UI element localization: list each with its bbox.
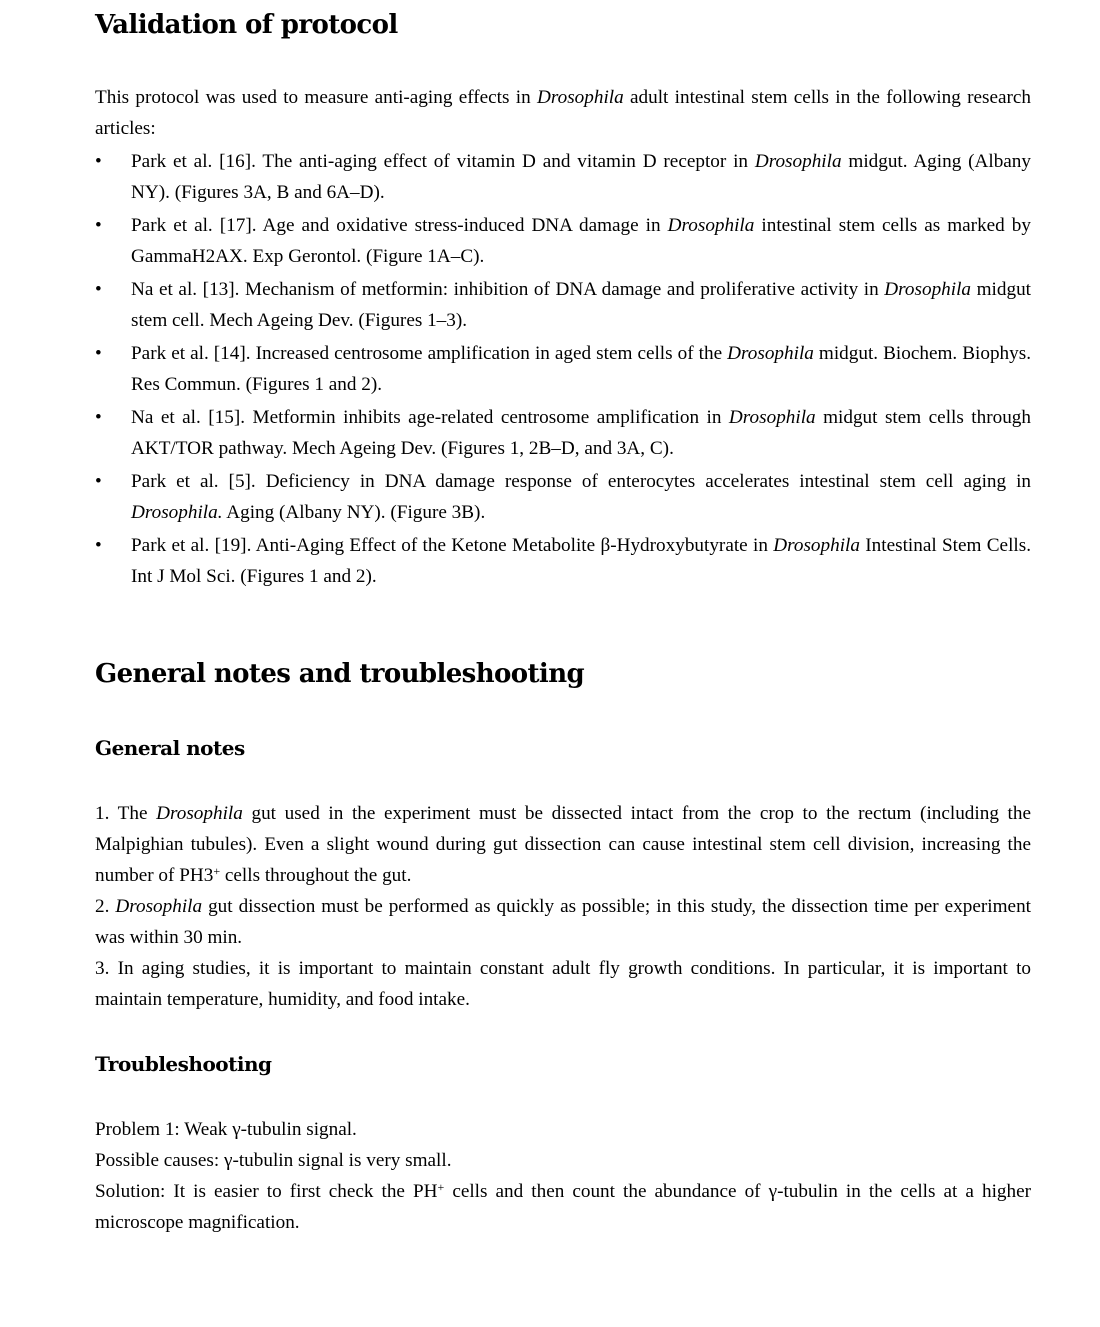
- subsection-title-troubleshooting: Troubleshooting: [95, 1052, 272, 1076]
- reference-item: • Park et al. [17]. Age and oxidative stress-induced DNA damage in Drosophila intestinal stem cells as marked by GammaH2AX. Exp Gerontol. (Figure 1A–C).: [95, 210, 1031, 272]
- reference-item: • Na et al. [13]. Mechanism of metformin: inhibition of DNA damage and proliferative activity in Drosophila midgut stem cell. Mech Ageing Dev. (Figures 1–3).: [95, 274, 1031, 336]
- troubleshooting-causes: Possible causes: γ-tubulin signal is very small.: [95, 1150, 452, 1171]
- reference-item: • Na et al. [15]. Metformin inhibits age-related centrosome amplification in Drosophila midgut stem cells through AKT/TOR pathway. Mech Ageing Dev. (Figures 1, 2B–D, and 3A, C).: [95, 402, 1031, 464]
- note-item: 2. Drosophila gut dissection must be performed as quickly as possible; in this study, the dissection time per experiment was within 30 min.: [95, 896, 1031, 948]
- reference-item: • Park et al. [5]. Deficiency in DNA damage response of enterocytes accelerates intestinal stem cell aging in Drosophila. Aging (Albany NY). (Figure 3B).: [95, 466, 1031, 528]
- note-item: 1. The Drosophila gut used in the experiment must be dissected intact from the crop to the rectum (including the Malpighian tubules). Even a slight wound during gut dissection can cause intestinal stem cell division, increasing the number of PH3+ cells throughout the gut.: [95, 803, 1031, 886]
- section-title-validation: Validation of protocol: [95, 10, 398, 40]
- bullet-icon: •: [95, 343, 102, 364]
- section-title-general: General notes and troubleshooting: [95, 659, 585, 689]
- subsection-title-general-notes: General notes: [95, 736, 245, 760]
- bullet-icon: •: [95, 215, 102, 236]
- validation-intro: This protocol was used to measure anti-aging effects in Drosophila adult intestinal stem cells in the following research articles:: [95, 87, 1031, 139]
- reference-item: • Park et al. [16]. The anti-aging effect of vitamin D and vitamin D receptor in Drosophila midgut. Aging (Albany NY). (Figures 3A, B and 6A–D).: [95, 146, 1031, 208]
- troubleshooting-problem: Problem 1: Weak γ-tubulin signal.: [95, 1119, 357, 1140]
- note-item: 3. In aging studies, it is important to maintain constant adult fly growth conditions. In particular, it is important to maintain temperature, humidity, and food intake.: [95, 958, 1031, 1010]
- general-notes-body: [95, 798, 1031, 1015]
- bullet-icon: •: [95, 279, 102, 300]
- reference-item: • Park et al. [14]. Increased centrosome amplification in aged stem cells of the Drosophila midgut. Biochem. Biophys. Res Commun. (Figures 1 and 2).: [95, 338, 1031, 400]
- bullet-icon: •: [95, 535, 102, 556]
- bullet-icon: •: [95, 407, 102, 428]
- troubleshooting-solution: Solution: It is easier to first check the PH+ cells and then count the abundance of γ-tubulin in the cells at a higher microscope magnification.: [95, 1180, 1031, 1233]
- bullet-icon: •: [95, 151, 102, 172]
- bullet-icon: •: [95, 471, 102, 492]
- reference-list: [95, 146, 1031, 594]
- troubleshooting-body: [95, 1114, 1031, 1238]
- reference-item: • Park et al. [19]. Anti-Aging Effect of the Ketone Metabolite β-Hydroxybutyrate in Drosophila Intestinal Stem Cells. Int J Mol Sci. (Figures 1 and 2).: [95, 530, 1031, 592]
- species-name: Drosophila: [536, 87, 624, 108]
